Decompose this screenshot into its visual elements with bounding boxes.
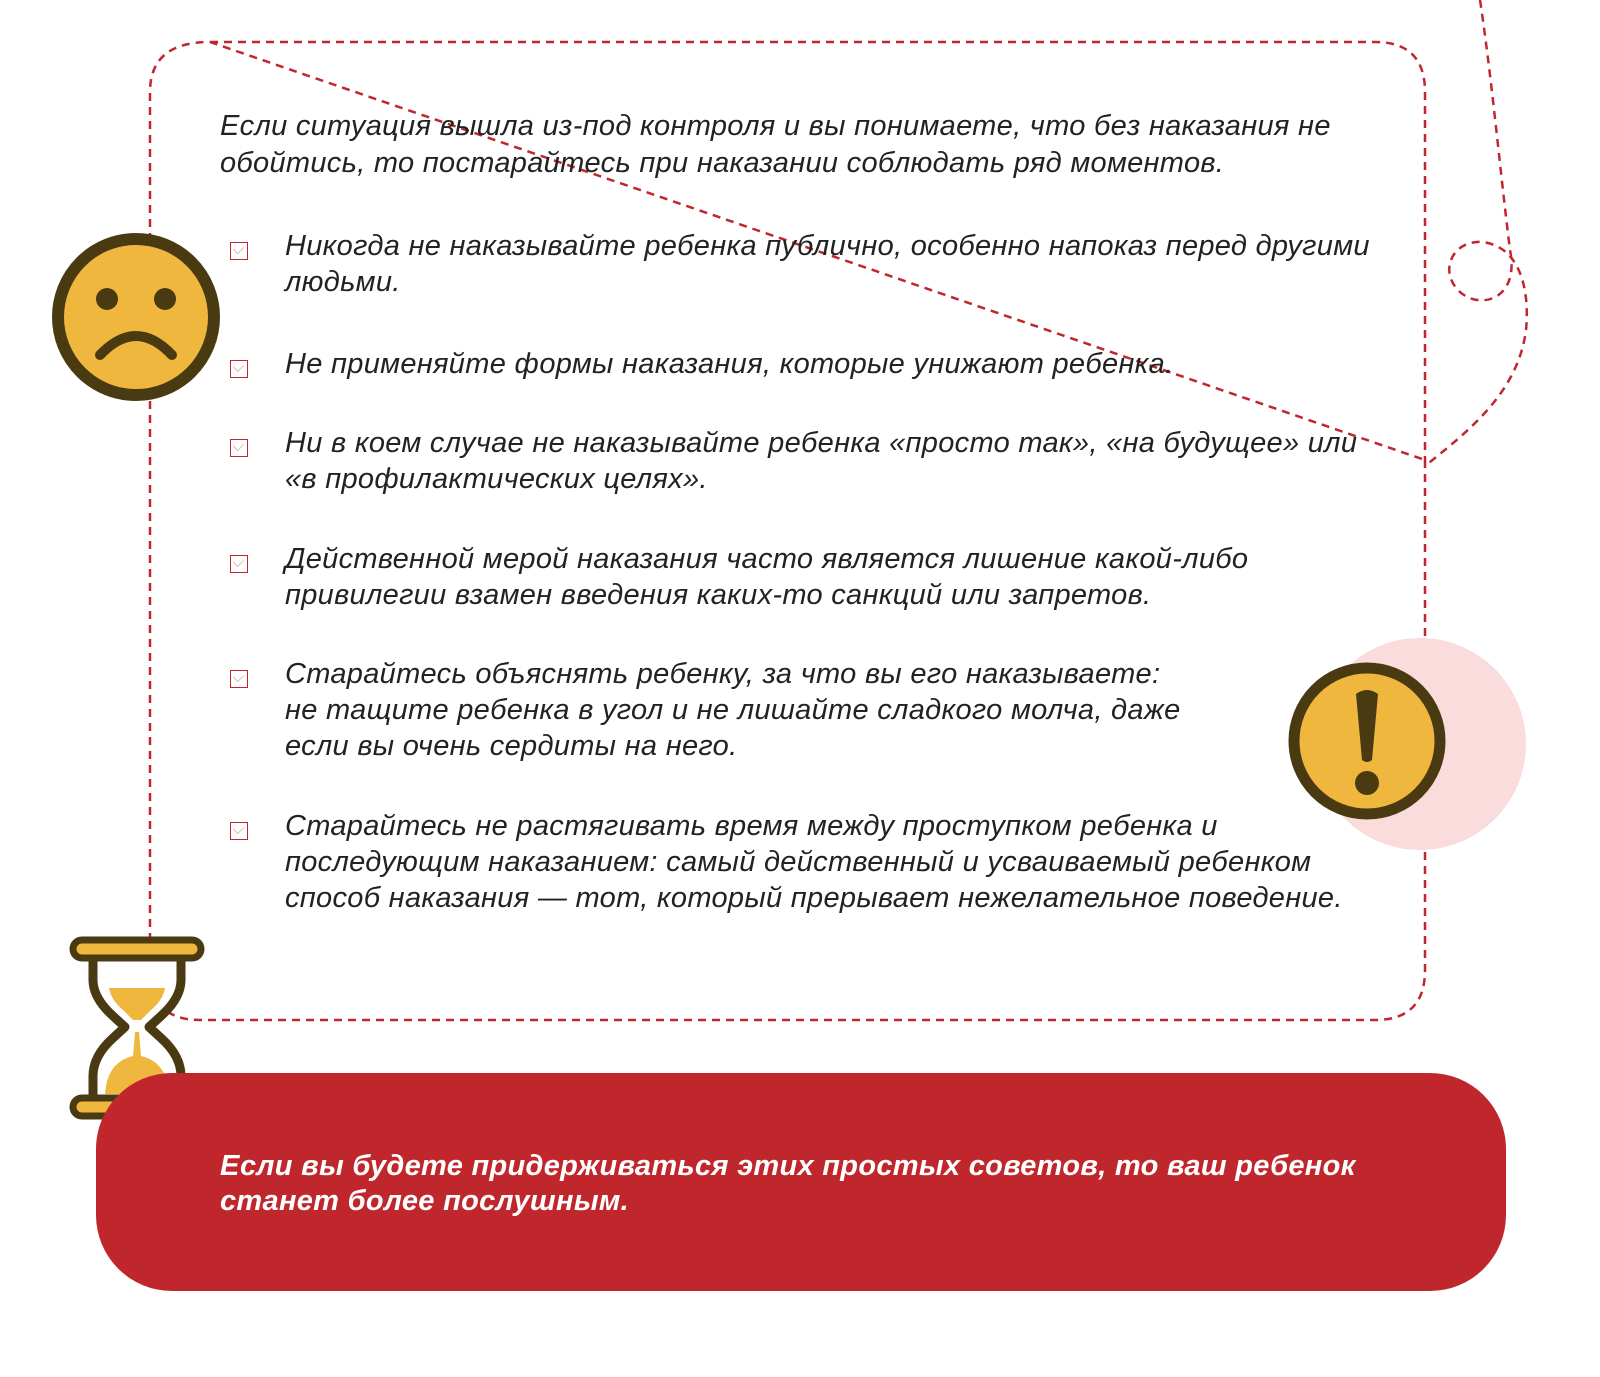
callout-banner <box>96 1073 1506 1291</box>
tip-text: Старайтесь не растягивать время между проступком ребенка и последующим наказанием: самый действенный и усваиваемый ребенком способ наказания — тот, который прерывает нежелательное поведение. <box>285 810 1343 914</box>
tip-text: Действенной мерой наказания часто является лишение какой-либо привилегии взамен введения каких-то санкций или запретов. <box>285 543 1249 611</box>
checkbox-icon <box>230 670 248 688</box>
callout-text: Если вы будете придерживаться этих простых советов, то ваш ребенок станет более послушным. <box>220 1150 1356 1217</box>
checkbox-icon <box>230 360 248 378</box>
tip-text: Никогда не наказывайте ребенка публично, особенно напоказ перед другими людьми. <box>285 230 1370 298</box>
checkbox-icon <box>230 555 248 573</box>
checkbox-icon <box>230 822 248 840</box>
tip-text: Старайтесь объяснять ребенку, за что вы его наказываете: не тащите ребенка в угол и не лишайте сладкого молча, даже если вы очень сердиты на него. <box>285 658 1181 762</box>
checkbox-icon <box>230 242 248 260</box>
checkbox-icon <box>230 439 248 457</box>
exclamation-icon <box>1286 660 1448 822</box>
intro-text: Если ситуация вышла из-под контроля и вы понимаете, что без наказания не обойтись, то постарайтесь при наказании соблюдать ряд моментов. <box>220 110 1331 179</box>
sad-face-icon <box>50 231 222 403</box>
tip-text: Не применяйте формы наказания, которые унижают ребенка. <box>285 348 1174 380</box>
tip-text: Ни в коем случае не наказывайте ребенка «просто так», «на будущее» или «в профилактических целях». <box>285 427 1358 495</box>
dashed-loop-path <box>1425 0 1527 466</box>
